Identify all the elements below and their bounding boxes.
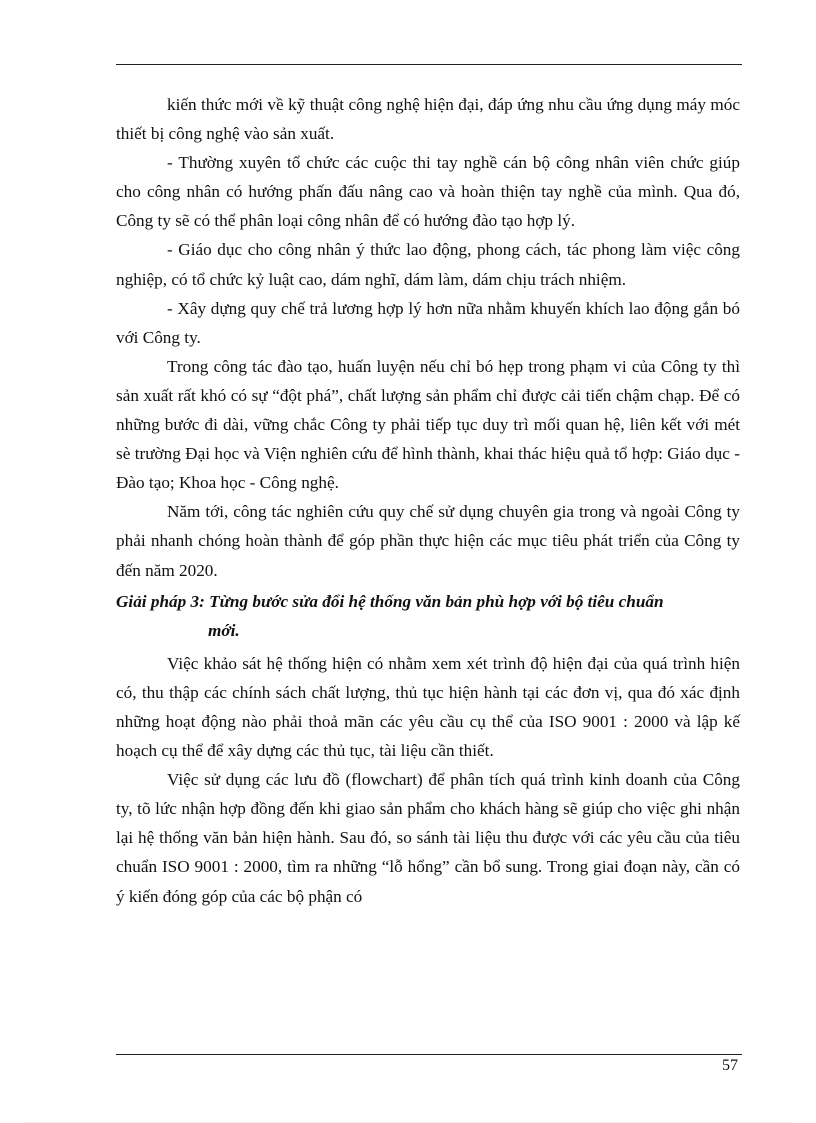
section-heading-line1: Giải pháp 3: Từng bước sửa đổi hệ thống văn bản phù hợp với bộ tiêu chuẩn <box>116 591 664 611</box>
paragraph-2: - Thường xuyên tổ chức các cuộc thi tay nghề cán bộ công nhân viên chức giúp cho công nhân có hướng phấn đấu nâng cao và hoàn thiện tay nghề của mình. Qua đó, Công ty sẽ có thể phân loại công nhân để có hướng đào tạo hợp lý. <box>116 153 740 231</box>
page-number: 57 <box>722 1057 738 1074</box>
paragraph-7: Việc khảo sát hệ thống hiện có nhằm xem xét trình độ hiện đại của quá trình hiện có, thu thập các chính sách chất lượng, thủ tục hiện hành tại các đơn vị, qua đó xác định những hoạt động nào phải thoả mãn các yêu cầu cụ thể của ISO 9001 : 2000 và lập kế hoạch cụ thể để xây dựng các thủ tục, tài liệu cần thiết. <box>116 653 740 761</box>
page-body <box>116 90 740 911</box>
paragraph-5: Trong công tác đào tạo, huấn luyện nếu chỉ bó hẹp trong phạm vi của Công ty thì sản xuất rất khó có sự “đột phá”, chất lượng sản phẩm chỉ được cải tiến chậm chạp. Để có những bước đi dài, vững chắc Công ty phải tiếp tục duy trì mối quan hệ, liên kết với mét sè trường Đại học và Viện nghiên cứu để hình thành, khai thác hiệu quả tổ hợp: Giáo dục - Đào tạo; Khoa học - Công nghệ. <box>116 356 740 493</box>
section-heading-line2: mới. <box>208 620 240 640</box>
paragraph-3: - Giáo dục cho công nhân ý thức lao động, phong cách, tác phong làm việc công nghiệp, có tổ chức kỷ luật cao, dám nghĩ, dám làm, dám chịu trách nhiệm. <box>116 240 740 289</box>
paragraph-8: Việc sử dụng các lưu đồ (flowchart) để phân tích quá trình kinh doanh của Công ty, tõ lức nhận hợp đồng đến khi giao sản phẩm cho khách hàng sẽ giúp cho việc ghi nhận lại hệ thống văn bản hiện hành. Sau đó, so sánh tài liệu thu được với các yêu cầu của tiêu chuẩn ISO 9001 : 2000, tìm ra những “lỗ hổng” cần bổ sung. Trong giai đoạn này, cần có ý kiến đóng góp của các bộ phận có <box>116 770 740 906</box>
paragraph-6: Năm tới, công tác nghiên cứu quy chế sử dụng chuyên gia trong và ngoài Công ty phải nhanh chóng hoàn thành để góp phần thực hiện các mục tiêu phát triển của Công ty đến năm 2020. <box>116 502 740 580</box>
paragraph-4: - Xây dựng quy chế trả lương hợp lý hơn nữa nhằm khuyến khích lao động gắn bó với Công ty. <box>116 298 740 347</box>
header-rule <box>116 64 742 65</box>
section-heading <box>116 587 740 645</box>
paragraph-1: kiến thức mới về kỹ thuật công nghệ hiện đại, đáp ứng nhu cầu ứng dụng máy móc thiết bị công nghệ vào sản xuất. <box>116 95 740 144</box>
footer-rule <box>116 1054 742 1055</box>
